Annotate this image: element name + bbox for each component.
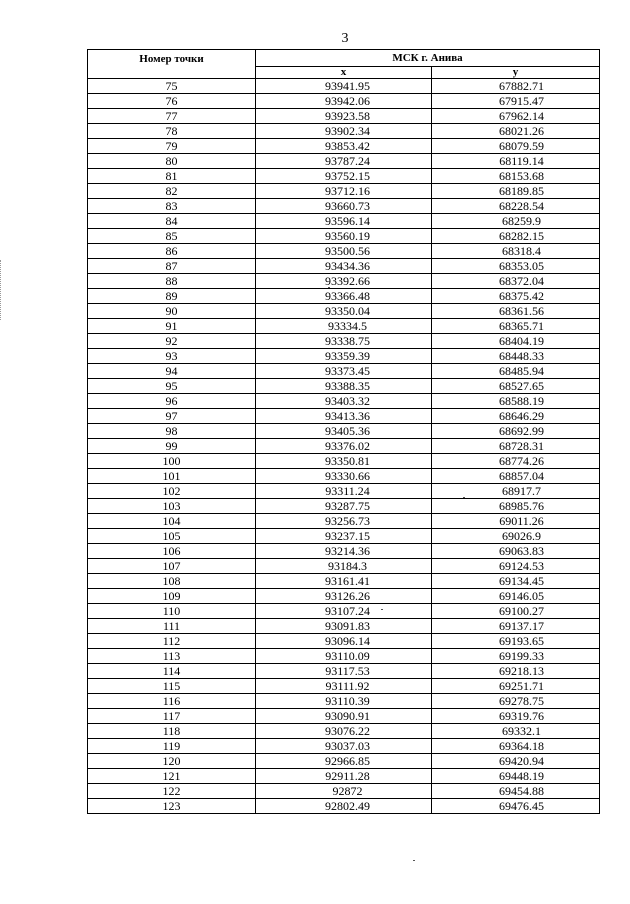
point-number-cell: 106 <box>88 544 256 559</box>
y-coordinate-cell: 69063.83 <box>432 544 600 559</box>
table-header <box>88 50 600 79</box>
y-coordinate-cell: 68259.9 <box>432 214 600 229</box>
point-number-cell: 112 <box>88 634 256 649</box>
point-number-cell: 102 <box>88 484 256 499</box>
x-coordinate-cell: 93311.24 <box>256 484 432 499</box>
point-number-cell: 104 <box>88 514 256 529</box>
table-row <box>88 424 600 439</box>
y-coordinate-cell: 68375.42 <box>432 289 600 304</box>
point-number-cell: 79 <box>88 139 256 154</box>
table-row <box>88 499 600 514</box>
y-coordinate-cell: 68021.26 <box>432 124 600 139</box>
point-number-cell: 94 <box>88 364 256 379</box>
x-coordinate-cell: 93338.75 <box>256 334 432 349</box>
y-coordinate-cell: 69420.94 <box>432 754 600 769</box>
x-coordinate-cell: 93091.83 <box>256 619 432 634</box>
y-coordinate-cell: 68917.7 <box>432 484 600 499</box>
point-number-cell: 82 <box>88 184 256 199</box>
table-row <box>88 274 600 289</box>
x-coordinate-cell: 93117.53 <box>256 664 432 679</box>
point-number-cell: 81 <box>88 169 256 184</box>
point-number-cell: 114 <box>88 664 256 679</box>
table-row <box>88 544 600 559</box>
x-coordinate-cell: 93110.39 <box>256 694 432 709</box>
table-row <box>88 319 600 334</box>
table-row <box>88 739 600 754</box>
scan-speck <box>413 860 415 861</box>
point-number-cell: 87 <box>88 259 256 274</box>
y-coordinate-cell: 68588.19 <box>432 394 600 409</box>
table-row <box>88 604 600 619</box>
y-coordinate-cell: 68448.33 <box>432 349 600 364</box>
point-number-cell: 97 <box>88 409 256 424</box>
x-coordinate-cell: 93712.16 <box>256 184 432 199</box>
y-coordinate-cell: 68774.26 <box>432 454 600 469</box>
y-coordinate-cell: 68228.54 <box>432 199 600 214</box>
x-coordinate-cell: 93853.42 <box>256 139 432 154</box>
y-coordinate-cell: 68079.59 <box>432 139 600 154</box>
header-msk-aniva: МСК г. Анива <box>256 50 600 67</box>
y-coordinate-cell: 69124.53 <box>432 559 600 574</box>
x-coordinate-cell: 93941.95 <box>256 79 432 94</box>
x-coordinate-cell: 92872 <box>256 784 432 799</box>
point-number-cell: 110 <box>88 604 256 619</box>
table-row <box>88 709 600 724</box>
y-coordinate-cell: 69319.76 <box>432 709 600 724</box>
point-number-cell: 86 <box>88 244 256 259</box>
table-row <box>88 634 600 649</box>
table-row <box>88 454 600 469</box>
table-row <box>88 154 600 169</box>
y-coordinate-cell: 68189.85 <box>432 184 600 199</box>
table-row <box>88 724 600 739</box>
y-coordinate-cell: 68353.05 <box>432 259 600 274</box>
y-coordinate-cell: 69218.13 <box>432 664 600 679</box>
table-row <box>88 409 600 424</box>
x-coordinate-cell: 93214.36 <box>256 544 432 559</box>
x-coordinate-cell: 93596.14 <box>256 214 432 229</box>
point-number-cell: 93 <box>88 349 256 364</box>
table-row <box>88 259 600 274</box>
point-number-cell: 108 <box>88 574 256 589</box>
y-coordinate-cell: 67915.47 <box>432 94 600 109</box>
x-coordinate-cell: 93376.02 <box>256 439 432 454</box>
x-coordinate-cell: 93126.26 <box>256 589 432 604</box>
point-number-cell: 95 <box>88 379 256 394</box>
point-number-cell: 100 <box>88 454 256 469</box>
x-coordinate-cell: 93359.39 <box>256 349 432 364</box>
x-coordinate-cell: 93096.14 <box>256 634 432 649</box>
table-row <box>88 394 600 409</box>
table-row <box>88 289 600 304</box>
y-coordinate-cell: 68985.76 <box>432 499 600 514</box>
x-coordinate-cell: 93403.32 <box>256 394 432 409</box>
y-coordinate-cell: 69476.45 <box>432 799 600 814</box>
x-coordinate-cell: 93500.56 <box>256 244 432 259</box>
x-coordinate-cell: 92911.28 <box>256 769 432 784</box>
x-coordinate-cell: 93037.03 <box>256 739 432 754</box>
table-row <box>88 469 600 484</box>
table-row <box>88 529 600 544</box>
point-number-cell: 92 <box>88 334 256 349</box>
x-coordinate-cell: 93107.24 <box>256 604 432 619</box>
table-row <box>88 559 600 574</box>
table-row <box>88 694 600 709</box>
y-coordinate-cell: 68282.15 <box>432 229 600 244</box>
table-row <box>88 784 600 799</box>
point-number-cell: 122 <box>88 784 256 799</box>
y-coordinate-cell: 69278.75 <box>432 694 600 709</box>
x-coordinate-cell: 93388.35 <box>256 379 432 394</box>
x-coordinate-cell: 93413.36 <box>256 409 432 424</box>
x-coordinate-cell: 93942.06 <box>256 94 432 109</box>
x-coordinate-cell: 93560.19 <box>256 229 432 244</box>
x-coordinate-cell: 93923.58 <box>256 109 432 124</box>
table-row <box>88 169 600 184</box>
table-row <box>88 769 600 784</box>
point-number-cell: 89 <box>88 289 256 304</box>
x-coordinate-cell: 93373.45 <box>256 364 432 379</box>
coordinates-table-container <box>87 49 599 814</box>
y-coordinate-cell: 69332.1 <box>432 724 600 739</box>
y-coordinate-cell: 69364.18 <box>432 739 600 754</box>
point-number-cell: 77 <box>88 109 256 124</box>
x-coordinate-cell: 92802.49 <box>256 799 432 814</box>
x-coordinate-cell: 93787.24 <box>256 154 432 169</box>
x-coordinate-cell: 93256.73 <box>256 514 432 529</box>
coordinates-table <box>87 49 600 814</box>
point-number-cell: 101 <box>88 469 256 484</box>
table-row <box>88 244 600 259</box>
x-coordinate-cell: 93434.36 <box>256 259 432 274</box>
scan-edge-marks <box>0 260 4 320</box>
y-coordinate-cell: 68404.19 <box>432 334 600 349</box>
table-row <box>88 484 600 499</box>
point-number-cell: 80 <box>88 154 256 169</box>
x-coordinate-cell: 93076.22 <box>256 724 432 739</box>
point-number-cell: 113 <box>88 649 256 664</box>
table-row <box>88 664 600 679</box>
point-number-cell: 107 <box>88 559 256 574</box>
table-row <box>88 184 600 199</box>
y-coordinate-cell: 68365.71 <box>432 319 600 334</box>
table-row <box>88 514 600 529</box>
point-number-cell: 111 <box>88 619 256 634</box>
x-coordinate-cell: 93350.81 <box>256 454 432 469</box>
x-coordinate-cell: 93110.09 <box>256 649 432 664</box>
header-point-number: Номер точки <box>88 50 256 79</box>
table-row <box>88 199 600 214</box>
x-coordinate-cell: 93350.04 <box>256 304 432 319</box>
point-number-cell: 91 <box>88 319 256 334</box>
table-body <box>88 79 600 814</box>
table-row <box>88 589 600 604</box>
x-coordinate-cell: 93902.34 <box>256 124 432 139</box>
y-coordinate-cell: 69011.26 <box>432 514 600 529</box>
x-coordinate-cell: 93392.66 <box>256 274 432 289</box>
table-row <box>88 79 600 94</box>
table-row <box>88 754 600 769</box>
point-number-cell: 119 <box>88 739 256 754</box>
x-coordinate-cell: 93161.41 <box>256 574 432 589</box>
y-coordinate-cell: 68318.4 <box>432 244 600 259</box>
y-coordinate-cell: 68372.04 <box>432 274 600 289</box>
table-row <box>88 364 600 379</box>
point-number-cell: 83 <box>88 199 256 214</box>
point-number-cell: 116 <box>88 694 256 709</box>
point-number-cell: 109 <box>88 589 256 604</box>
point-number-cell: 99 <box>88 439 256 454</box>
point-number-cell: 90 <box>88 304 256 319</box>
y-coordinate-cell: 68646.29 <box>432 409 600 424</box>
table-row <box>88 124 600 139</box>
y-coordinate-cell: 68361.56 <box>432 304 600 319</box>
y-coordinate-cell: 68119.14 <box>432 154 600 169</box>
x-coordinate-cell: 93184.3 <box>256 559 432 574</box>
y-coordinate-cell: 68527.65 <box>432 379 600 394</box>
x-coordinate-cell: 93090.91 <box>256 709 432 724</box>
y-coordinate-cell: 69448.19 <box>432 769 600 784</box>
point-number-cell: 76 <box>88 94 256 109</box>
header-y: y <box>432 67 600 79</box>
scan-speck <box>328 287 330 288</box>
header-x: x <box>256 67 432 79</box>
table-row <box>88 619 600 634</box>
point-number-cell: 98 <box>88 424 256 439</box>
x-coordinate-cell: 93366.48 <box>256 289 432 304</box>
y-coordinate-cell: 68728.31 <box>432 439 600 454</box>
y-coordinate-cell: 69193.65 <box>432 634 600 649</box>
scan-speck <box>381 609 383 610</box>
x-coordinate-cell: 93405.36 <box>256 424 432 439</box>
y-coordinate-cell: 68485.94 <box>432 364 600 379</box>
table-row <box>88 334 600 349</box>
x-coordinate-cell: 93752.15 <box>256 169 432 184</box>
table-row <box>88 214 600 229</box>
point-number-cell: 96 <box>88 394 256 409</box>
y-coordinate-cell: 67962.14 <box>432 109 600 124</box>
point-number-cell: 115 <box>88 679 256 694</box>
table-row <box>88 139 600 154</box>
x-coordinate-cell: 93287.75 <box>256 499 432 514</box>
table-row <box>88 379 600 394</box>
y-coordinate-cell: 69137.17 <box>432 619 600 634</box>
y-coordinate-cell: 69100.27 <box>432 604 600 619</box>
table-row <box>88 574 600 589</box>
x-coordinate-cell: 93237.15 <box>256 529 432 544</box>
table-row <box>88 109 600 124</box>
y-coordinate-cell: 68692.99 <box>432 424 600 439</box>
y-coordinate-cell: 69134.45 <box>432 574 600 589</box>
table-row <box>88 304 600 319</box>
y-coordinate-cell: 69199.33 <box>432 649 600 664</box>
point-number-cell: 120 <box>88 754 256 769</box>
y-coordinate-cell: 69251.71 <box>432 679 600 694</box>
table-row <box>88 679 600 694</box>
page-number: 3 <box>341 31 349 46</box>
y-coordinate-cell: 69146.05 <box>432 589 600 604</box>
x-coordinate-cell: 93330.66 <box>256 469 432 484</box>
point-number-cell: 118 <box>88 724 256 739</box>
table-row <box>88 799 600 814</box>
y-coordinate-cell: 67882.71 <box>432 79 600 94</box>
table-row <box>88 649 600 664</box>
point-number-cell: 78 <box>88 124 256 139</box>
x-coordinate-cell: 93660.73 <box>256 199 432 214</box>
point-number-cell: 123 <box>88 799 256 814</box>
point-number-cell: 121 <box>88 769 256 784</box>
point-number-cell: 84 <box>88 214 256 229</box>
y-coordinate-cell: 69454.88 <box>432 784 600 799</box>
point-number-cell: 75 <box>88 79 256 94</box>
table-row <box>88 349 600 364</box>
point-number-cell: 117 <box>88 709 256 724</box>
x-coordinate-cell: 93111.92 <box>256 679 432 694</box>
table-header-row-main <box>88 50 600 67</box>
y-coordinate-cell: 68153.68 <box>432 169 600 184</box>
x-coordinate-cell: 93334.5 <box>256 319 432 334</box>
point-number-cell: 105 <box>88 529 256 544</box>
point-number-cell: 85 <box>88 229 256 244</box>
y-coordinate-cell: 68857.04 <box>432 469 600 484</box>
table-row <box>88 229 600 244</box>
scan-speck <box>463 497 465 498</box>
table-row <box>88 94 600 109</box>
point-number-cell: 103 <box>88 499 256 514</box>
point-number-cell: 88 <box>88 274 256 289</box>
x-coordinate-cell: 92966.85 <box>256 754 432 769</box>
y-coordinate-cell: 69026.9 <box>432 529 600 544</box>
table-row <box>88 439 600 454</box>
